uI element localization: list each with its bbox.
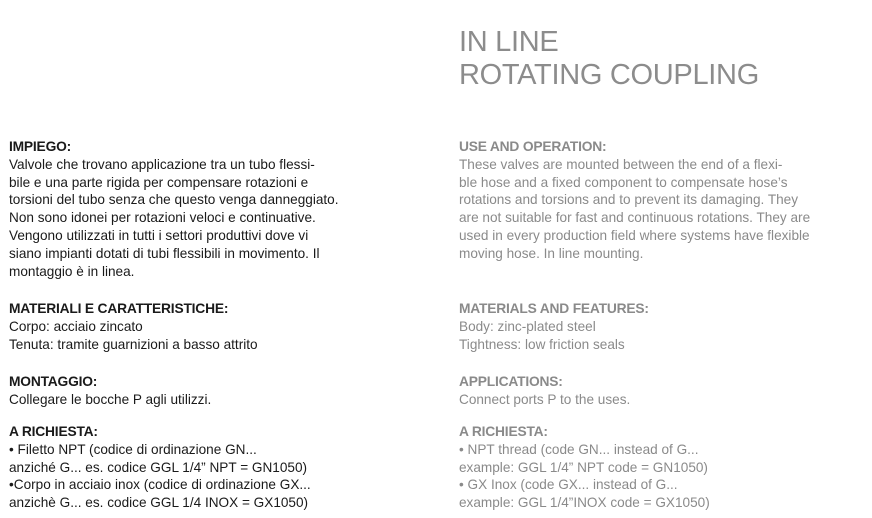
en-materials-line: Tightness: low friction seals [459,336,625,352]
it-materials-line: Corpo: acciaio zincato [9,318,143,334]
en-request-line: • NPT thread (code GN... instead of G... [459,441,699,457]
en-applications-line: Connect ports P to the uses. [459,391,631,407]
it-use-heading: IMPIEGO: [9,139,72,154]
title-line-2: ROTATING COUPLING [459,59,759,91]
en-use-heading: USE AND OPERATION: [459,139,607,154]
it-materials-section [9,300,258,353]
en-use-line: rotations and torsions and to prevent its damaging. They [459,192,799,208]
it-use-line: montaggio è in linea. [9,263,135,279]
en-use-line: These valves are mounted between the end of a flexi- [459,156,783,172]
it-use-line: bile e una parte rigida per compensare rotazioni e [9,174,309,190]
it-request-heading: A RICHIESTA: [9,424,98,439]
it-materials-heading: MATERIALI E CARATTERISTICHE: [9,301,229,316]
en-materials-line: Body: zinc-plated steel [459,318,596,334]
en-use-line: ble hose and a fixed component to compensate hose’s [459,174,788,190]
en-use-line: are not suitable for fast and continuous rotations. They are [459,210,811,226]
it-request-line: anzichè G... es. codice GGL 1/4 INOX = GX1050) [9,495,309,511]
page-title [459,26,759,92]
en-request-line: • GX Inox (code GX... instead of G... [459,477,678,493]
en-request-heading: A RICHIESTA: [459,424,548,439]
it-request-line: anziché G... es. codice GGL 1/4” NPT = GN1050) [9,459,308,475]
en-applications-section [459,373,630,409]
it-mounting-line: Collegare le bocche P agli utilizzi. [9,391,212,407]
it-mounting-section [9,373,211,409]
en-request-section [459,423,710,512]
it-materials-line: Tenuta: tramite guarnizioni a basso attrito [9,336,258,352]
it-use-line: Vengono utilizzati in tutti i settori produttivi dove vi [9,227,309,243]
en-use-section [459,138,810,263]
it-request-line: •Corpo in acciaio inox (codice di ordinazione GX... [9,477,311,493]
en-applications-heading: APPLICATIONS: [459,374,563,389]
it-use-line: Non sono idonei per rotazioni veloci e continuative. [9,210,316,226]
en-request-line: example: GGL 1/4” NPT code = GN1050) [459,459,708,475]
it-use-line: torsioni del tubo senza che questo venga danneggiato. [9,192,339,208]
en-materials-heading: MATERIALS AND FEATURES: [459,301,649,316]
it-use-line: Valvole che trovano applicazione tra un tubo flessi- [9,156,315,172]
en-use-line: moving hose. In line mounting. [459,245,644,261]
it-request-line: • Filetto NPT (codice di ordinazione GN... [9,441,257,457]
en-use-line: used in every production field where systems have flexible [459,227,810,243]
en-request-line: example: GGL 1/4”INOX code = GX1050) [459,495,710,511]
title-line-1: IN LINE [459,26,559,58]
en-materials-section [459,300,649,353]
it-mounting-heading: MONTAGGIO: [9,374,98,389]
it-use-line: siano impianti dotati di tubi flessibili in movimento. Il [9,245,320,261]
it-use-section [9,138,339,280]
it-request-section [9,423,311,512]
